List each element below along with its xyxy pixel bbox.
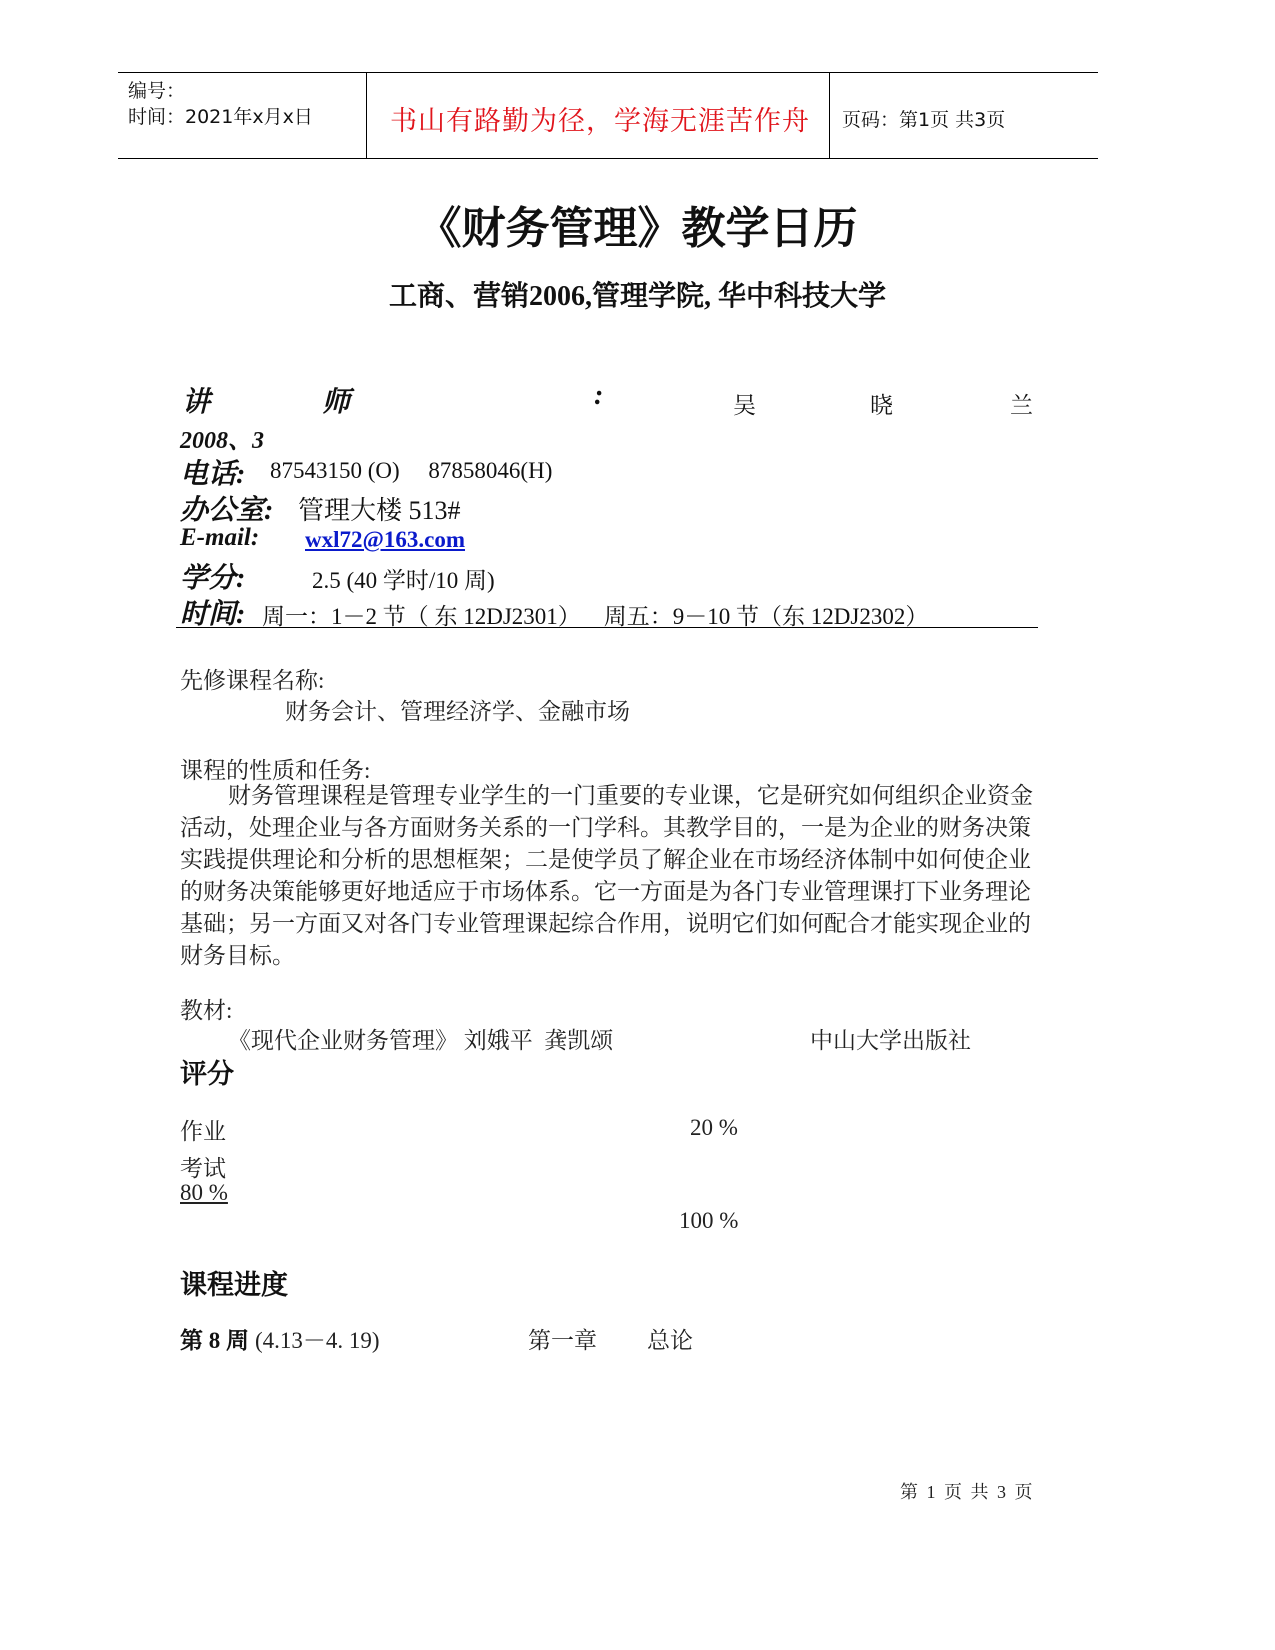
prereq-heading: 先修课程名称: (180, 668, 325, 693)
document-subtitle: 工商、营销2006,管理学院, 华中科技大学 (388, 281, 886, 312)
lecturer-label-2: 师 (322, 387, 351, 418)
office-value: 管理大楼 513# (298, 496, 461, 525)
schedule-chapter-title: 总论 (647, 1328, 693, 1353)
credit-label: 学分: (180, 563, 246, 594)
lecturer-label-1: 讲 (182, 387, 211, 418)
grading-exam-value: 80 % (180, 1180, 228, 1205)
schedule-week-dates: (4.13－4. 19) (255, 1328, 380, 1353)
header-top-rule (118, 72, 1098, 73)
grading-total-value: 100 % (679, 1208, 739, 1233)
header-page-info: 页码：第1页 共3页 (842, 109, 1006, 131)
header-motto: 书山有路勤为径，学海无涯苦作舟 (390, 106, 810, 137)
document-title: 《财务管理》教学日历 (417, 203, 858, 254)
grading-homework-value: 20 % (690, 1115, 738, 1140)
grading-homework-label: 作业 (180, 1119, 226, 1144)
schedule-chapter: 第一章 (528, 1328, 597, 1353)
phone-values: 87543150 (O) 87858046(H) (270, 458, 553, 483)
phone-label: 电话: (180, 459, 246, 490)
header-divider-left (366, 72, 367, 159)
textbook-heading: 教材: (180, 998, 233, 1023)
header-divider-right (829, 72, 830, 159)
class-time-label: 时间: (180, 599, 246, 630)
schedule-week-label: 第 8 周 (180, 1328, 249, 1353)
schedule-heading: 课程进度 (180, 1270, 288, 1301)
lecturer-name-1: 吴 (733, 393, 756, 418)
nature-heading: 课程的性质和任务: (180, 758, 371, 783)
lecturer-name-3: 兰 (1010, 393, 1033, 418)
textbook-publisher: 中山大学出版社 (810, 1028, 971, 1053)
grading-heading: 评分 (180, 1059, 234, 1090)
class-time-value: 周一：1－2 节（ 东 12DJ2301） 周五：9－10 节（东 12DJ2302） (262, 604, 929, 629)
nature-paragraph: 财务管理课程是管理专业学生的一门重要的专业课，它是研究如何组织企业资金活动，处理企业与各方面财务关系的一门学科。其教学目的，一是为企业的财务决策实践提供理论和分析的思想框架；二是使学员了解企业在市场经济体制中如何使企业的财务决策能够更好地适应于市场体系。它一方面是为各门专业管理课打下业务理论基础；另一方面又对各门专业管理课起综合作用，说明它们如何配合才能实现企业的财务目标。 (180, 783, 1033, 968)
grading-exam-label: 考试 (180, 1156, 226, 1181)
office-label: 办公室: (180, 495, 274, 526)
credit-value: 2.5 (40 学时/10 周) (312, 568, 495, 593)
header-time-label: 时间：2021年x月x日 (128, 106, 313, 128)
email-label: E-mail: (180, 524, 260, 551)
calendar-date: 2008、3 (180, 428, 264, 454)
email-link[interactable]: wxl72@163.com (305, 527, 466, 552)
lecturer-name-2: 晓 (870, 393, 893, 418)
prereq-courses: 财务会计、管理经济学、金融市场 (285, 699, 630, 724)
footer-page-info: 第 1 页 共 3 页 (900, 1482, 1035, 1502)
header-number-label: 编号： (128, 80, 186, 102)
lecturer-colon: : (594, 380, 604, 411)
info-bottom-rule (176, 627, 1038, 628)
header-bottom-rule (118, 158, 1098, 159)
textbook-book: 《现代企业财务管理》 刘娥平 龚凯颂 (228, 1028, 614, 1053)
